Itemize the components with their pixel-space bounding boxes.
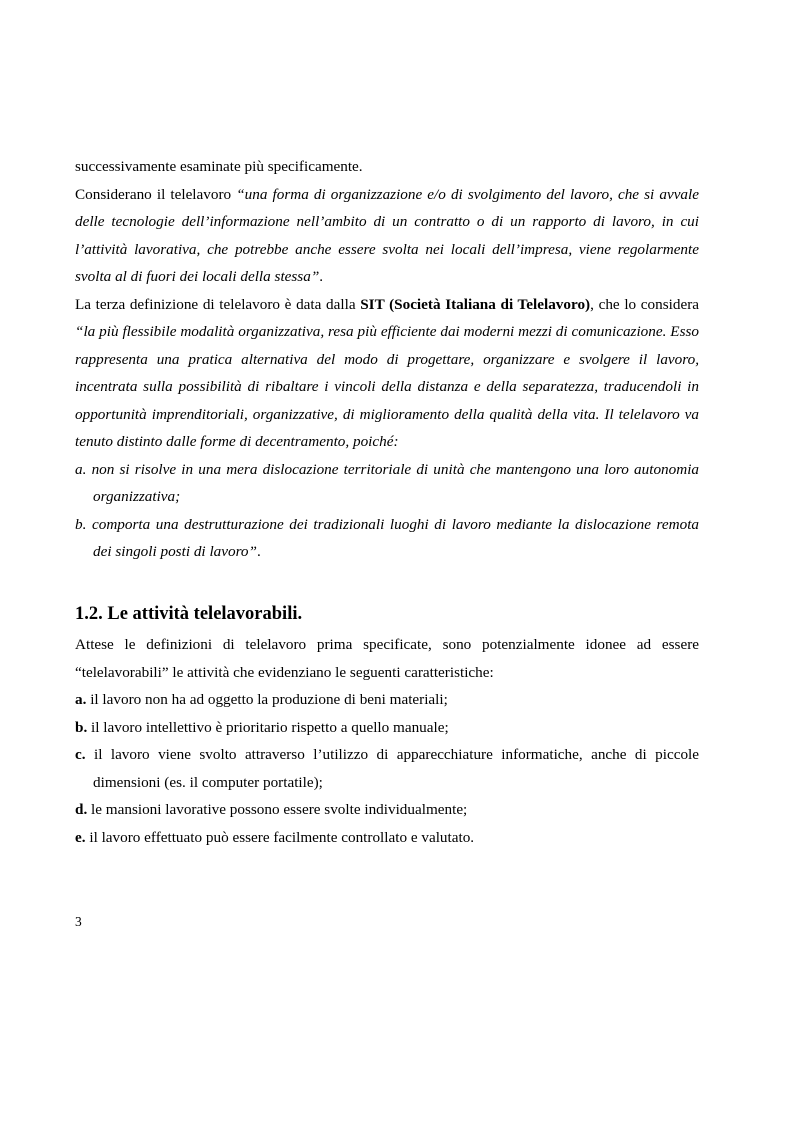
list-marker: c. (75, 746, 86, 763)
body-section-2 (75, 631, 699, 851)
paragraph-continuation: successivamente esaminate più specificamente. (75, 158, 363, 175)
body-section-1 (75, 153, 699, 566)
list-marker: b. (75, 718, 88, 736)
paragraph-intro-criteria: Attese le definizioni di telelavoro prima specificate, sono potenzialmente idonee ad essere “telelavorabili” le attività che evidenziano le seguenti caratteristiche: (75, 636, 699, 681)
list-item-text: il lavoro viene svolto attraverso l’utilizzo di apparecchiature informatiche, anche di piccole dimensioni (es. il computer portatile); (93, 746, 700, 791)
list-item (75, 714, 699, 742)
list-marker: a. (75, 691, 87, 708)
paragraph-intro: Considerano il telelavoro (75, 185, 237, 203)
list-marker: d. (75, 801, 88, 818)
list-item (75, 796, 699, 824)
list-marker: a. (75, 460, 87, 478)
paragraph-end: . (319, 268, 324, 285)
list-item (75, 741, 699, 796)
list-item-end: . (256, 543, 261, 560)
list-marker: b. (75, 515, 87, 533)
list-item-text: le mansioni lavorative possono essere svolte individualmente; (91, 801, 468, 818)
page-number: 3 (75, 914, 82, 929)
organization-name: SIT (Società Italiana di Telelavoro) (360, 295, 591, 313)
paragraph-mid: , che lo considera (590, 295, 699, 313)
paragraph-intro: La terza definizione di telelavoro è data dalla (75, 295, 361, 313)
list-item (75, 511, 699, 566)
list-item-text: il lavoro intellettivo è prioritario rispetto a quello manuale; (91, 718, 449, 736)
definition-quote: “la più flessibile modalità organizzativa, resa più efficiente dai moderni mezzi di comunicazione. Esso rappresenta una pratica alternativa del modo di progettare, organizzare e svolgere il lavoro, incentrata sulla possibilità di ribaltare i vincoli della distanza e della separatezza, traducendoli in opportunità imprenditoriali, organizzative, di miglioramento della qualità della vita. Il telelavoro va tenuto distinto dalle forme di decentramento, poiché: (75, 323, 699, 450)
list-item-text: non si risolve in una mera dislocazione territoriale di unità che mantengono una loro autonomia organizzativa; (91, 460, 700, 505)
section-heading: 1.2. Le attività telelavorabili. (75, 604, 303, 624)
list-item (75, 456, 699, 511)
list-item-text: il lavoro non ha ad oggetto la produzione di beni materiali; (90, 691, 448, 708)
list-item (75, 686, 699, 714)
paragraph-definition-3 (75, 291, 699, 456)
list-marker: e. (75, 828, 86, 846)
list-item-text: il lavoro effettuato può essere facilmente controllato e valutato. (89, 828, 475, 846)
paragraph-definition-2 (75, 181, 699, 291)
list-item-text: comporta una destrutturazione dei tradizionali luoghi di lavoro mediante la dislocazione remota dei singoli posti di lavoro” (91, 515, 700, 560)
definition-quote: “una forma di organizzazione e/o di svolgimento del lavoro, che si avvale delle tecnologie dell’informazione nell’ambito di un contratto o di un rapporto di lavoro, in cui l’attività lavorativa, che potrebbe anche essere svolta nei locali dell’impresa, viene regolarmente svolta al di fuori dei locali della stessa” (75, 185, 699, 285)
list-item (75, 824, 699, 852)
